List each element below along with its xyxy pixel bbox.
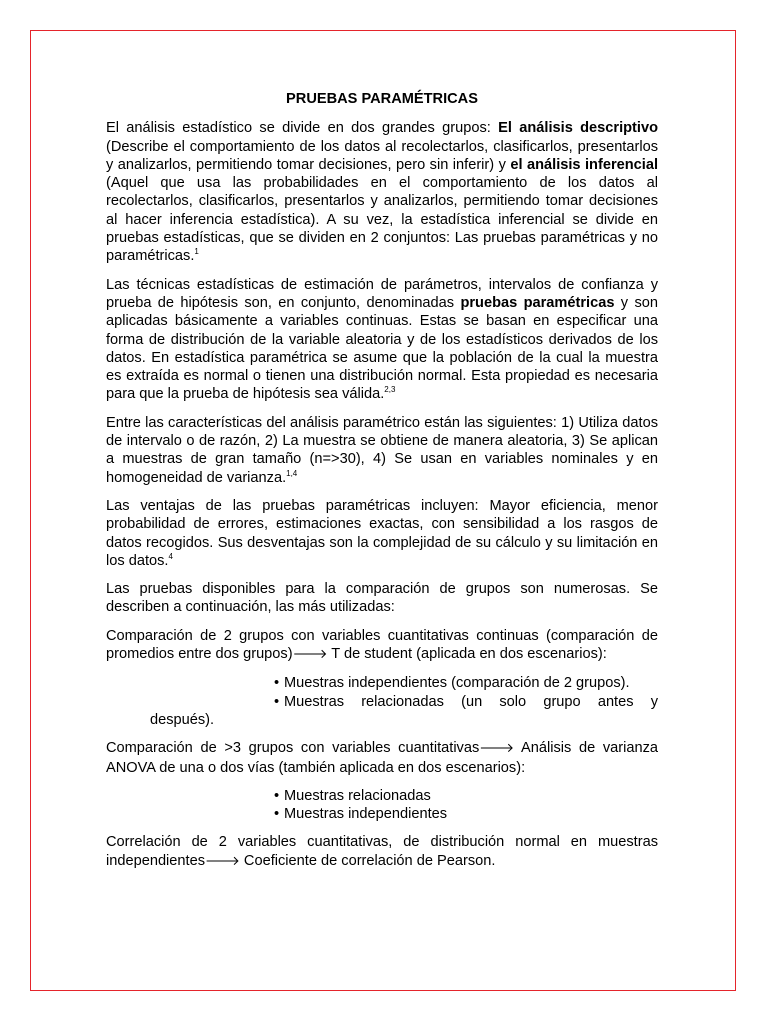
bold-term: pruebas paramétricas xyxy=(460,294,615,311)
document-title: PRUEBAS PARAMÉTRICAS xyxy=(286,91,478,107)
paragraph-characteristics xyxy=(106,414,658,487)
text: (Describe el comportamiento de los datos al recolectarlos, clasificarlos, presentarlos y analizarlos, permitiendo tomar decisiones, pero sin inferir) y xyxy=(106,138,658,173)
text: Comparación de 2 grupos con variables cuantitativas continuas (comparación de promedios entre dos grupos) xyxy=(106,627,658,663)
list-item-text: después). xyxy=(150,711,215,728)
reference-superscript: 2,3 xyxy=(384,385,396,395)
text: (Aquel que usa las probabilidades en el comportamiento de los datos al recolectarlos, clasificarlos, presentarlos y analizarlos, permitiendo tomar decisiones al hacer inferencia estadística). A su vez, la estadística inferencial se divide en pruebas estadísticas, que se dividen en 2 conjuntos: Las pruebas paramétricas y no paramétricas. xyxy=(106,175,658,265)
text: Comparación de >3 grupos con variables cuantitativas xyxy=(106,740,480,757)
text: Correlación de 2 variables cuantitativas, de distribución normal en muestras independientes xyxy=(106,834,658,869)
reference-superscript: 1 xyxy=(194,247,199,257)
bullet-list-anova xyxy=(106,787,658,824)
list-item xyxy=(106,787,658,805)
paragraph-three-groups xyxy=(106,739,658,777)
list-item xyxy=(106,805,658,823)
bullet-icon: • xyxy=(274,675,280,692)
reference-superscript: 1,4 xyxy=(286,468,298,478)
bold-term: el análisis inferencial xyxy=(510,156,658,173)
bold-term: El análisis descriptivo xyxy=(498,120,658,137)
list-item xyxy=(106,674,658,692)
list-item-text: Muestras independientes xyxy=(284,806,448,823)
list-item-continuation xyxy=(106,711,658,729)
text: Las pruebas disponibles para la comparación de grupos son numerosas. Se describen a continuación, las más utilizadas: xyxy=(106,581,658,616)
text: y son aplicadas básicamente a variables continuas. Estas se basan en especificar una forma de distribución de la variable aleatoria y de los estadísticos derivados de los datos. En estadística paramétrica se asume que la población de la cual la muestra es extraída es normal o tienen una distribución normal. Esta propiedad es necesaria para que la prueba de hipótesis sea válida. xyxy=(106,294,658,403)
text: Análisis de varianza ANOVA de una o dos vías (también aplicada en dos escenarios): xyxy=(106,740,658,776)
list-item-text: Muestras independientes (comparación de 2 grupos). xyxy=(284,675,630,692)
text: Las ventajas de las pruebas paramétricas incluyen: Mayor eficiencia, menor probabilidad de errores, estimaciones exactas, con sensibilidad a los rasgos de datos recogidos. Sus desventajas son la complejidad de su cálculo y su limitación en los datos. xyxy=(106,497,658,569)
paragraph-correlation xyxy=(106,833,658,871)
arrow-right-icon: 🡒 xyxy=(479,741,515,757)
text: T de student (aplicada en dos escenarios): xyxy=(327,646,607,663)
reference-superscript: 4 xyxy=(168,551,173,561)
arrow-right-icon: 🡒 xyxy=(292,647,328,663)
text: Coeficiente de correlación de Pearson. xyxy=(239,852,496,869)
paragraph-two-groups xyxy=(106,627,658,665)
text: El análisis estadístico se divide en dos grandes grupos: xyxy=(106,120,499,137)
list-item-text: Muestras relacionadas (un solo grupo antes y xyxy=(284,693,658,710)
bullet-icon: • xyxy=(274,806,280,823)
paragraph-intro xyxy=(106,119,658,265)
bullet-icon: • xyxy=(274,693,280,710)
paragraph-tests-available xyxy=(106,580,658,617)
paragraph-advantages xyxy=(106,497,658,570)
bullet-list-t-student xyxy=(106,674,658,729)
list-item xyxy=(106,693,658,711)
list-item-text: Muestras relacionadas xyxy=(284,787,431,804)
document-body xyxy=(106,90,658,881)
bullet-icon: • xyxy=(274,787,280,804)
text: Entre las características del análisis paramétrico están las siguientes: 1) Utiliza datos de intervalo o de razón, 2) La muestra se obtiene de manera aleatoria, 3) Se aplican a muestras de gran tamaño (n=>30), 4) Se usan en variables nominales y en homogeneidad de varianza. xyxy=(106,414,658,486)
arrow-right-icon: 🡒 xyxy=(205,853,240,869)
text: Las técnicas estadísticas de estimación de parámetros, intervalos de confianza y prueba de hipótesis son, en conjunto, denominadas xyxy=(106,276,658,311)
paragraph-techniques xyxy=(106,276,658,404)
